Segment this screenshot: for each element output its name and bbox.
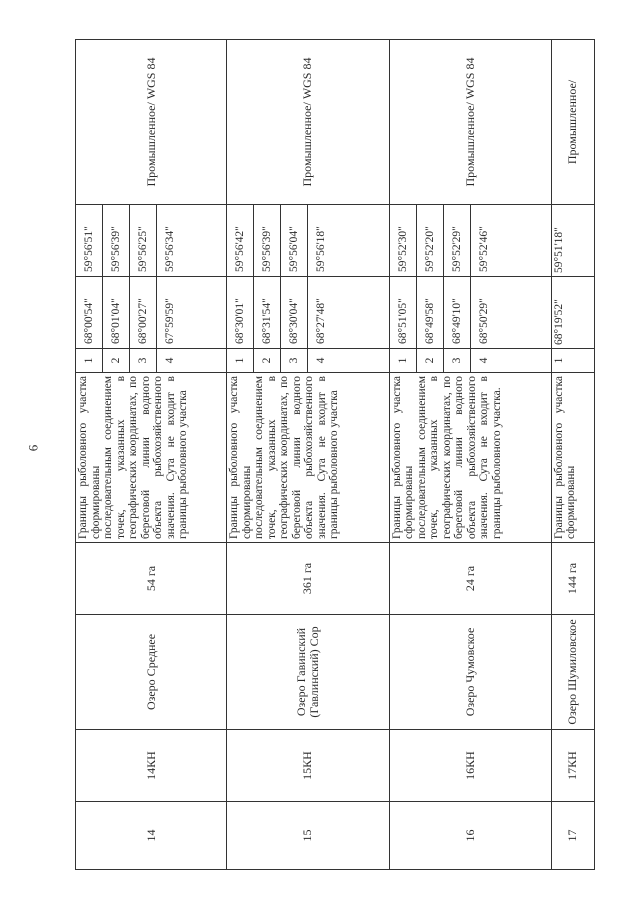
table-row (76, 40, 227, 870)
longitude: 68°30'04" (281, 277, 308, 348)
area-size: 54 га (76, 543, 227, 615)
table-row (389, 40, 551, 870)
boundary-description: Границы рыболовного участка сформированы последовательным соединением точек, указанных в географических координатах, по береговой линии водного объекта рыбохозяйственного значения. Сута не входит в границы рыболовного участка (227, 373, 389, 543)
usage-type: Промышленное/ (551, 40, 594, 205)
point-number: 1 (76, 349, 103, 372)
area-size: 24 га (389, 543, 551, 615)
longitudes (389, 277, 551, 349)
table-row (227, 40, 389, 870)
longitude: 68°50'29" (477, 298, 490, 344)
point-number: 2 (103, 349, 130, 372)
area-size: 361 га (227, 543, 389, 615)
row-number: 14 (76, 802, 227, 870)
area-code: 14КН (76, 730, 227, 802)
point-number: 2 (417, 349, 444, 372)
point-numbers (389, 349, 551, 373)
latitudes (389, 205, 551, 277)
fishing-areas-table (75, 39, 595, 870)
usage-type: Промышленное/ WGS 84 (389, 40, 551, 205)
latitude: 59°52'46" (477, 226, 490, 272)
area-code: 16КН (389, 730, 551, 802)
longitudes (76, 277, 227, 349)
point-numbers (227, 349, 389, 373)
longitude: 68°01'04" (103, 277, 130, 348)
longitude: 68°00'54" (76, 277, 103, 348)
longitude: 68°27'48" (315, 298, 328, 344)
point-number: 1 (551, 349, 594, 373)
point-number: 3 (444, 349, 471, 372)
water-body-name: Озеро Среднее (76, 615, 227, 730)
longitude: 67°59'59" (164, 298, 176, 344)
longitude: 68°30'01" (227, 277, 254, 348)
area-size: 144 га (551, 543, 594, 615)
latitude: 59°52'30" (390, 205, 417, 276)
latitude: 59°51'18" (551, 205, 594, 277)
point-number: 4 (315, 357, 328, 364)
rotated-table-container (75, 40, 595, 870)
longitude: 68°00'27" (130, 277, 157, 348)
latitude: 59°56'39" (254, 205, 281, 276)
latitude: 59°56'39" (103, 205, 130, 276)
area-code: 17КН (551, 730, 594, 802)
point-number: 4 (477, 357, 490, 364)
water-body-name: Озеро Чумовское (389, 615, 551, 730)
latitude: 59°56'25" (130, 205, 157, 276)
longitude: 68°49'10" (444, 277, 471, 348)
longitude: 68°49'58" (417, 277, 444, 348)
latitude: 59°56'42" (227, 205, 254, 276)
boundary-description: Границы рыболовного участка сформированы последовательным соединением точек, указанных в географических координатах, по береговой линии водного объекта рыбохозяйственного значения. Сута не входит в границы рыболовного участка. (389, 373, 551, 543)
point-numbers (76, 349, 227, 373)
water-body-name: Озеро Шумиловское (551, 615, 594, 730)
longitude: 68°31'54" (254, 277, 281, 348)
latitude: 59°56'18" (315, 226, 328, 272)
latitudes (227, 205, 389, 277)
point-number: 1 (390, 349, 417, 372)
row-number: 15 (227, 802, 389, 870)
boundary-description: Границы рыболовного участка сформированы (551, 373, 594, 543)
point-number: 1 (227, 349, 254, 372)
longitude: 68°51'05" (390, 277, 417, 348)
usage-type: Промышленное/ WGS 84 (76, 40, 227, 205)
latitude: 59°52'20" (417, 205, 444, 276)
longitudes (227, 277, 389, 349)
area-code: 15КН (227, 730, 389, 802)
longitude: 68°19'52" (551, 277, 594, 349)
point-number: 4 (164, 357, 176, 364)
latitude: 59°52'29" (444, 205, 471, 276)
row-number: 17 (551, 802, 594, 870)
latitude: 59°56'34" (164, 226, 176, 272)
table-body (76, 40, 595, 870)
point-number: 3 (281, 349, 308, 372)
latitude: 59°56'51" (76, 205, 103, 276)
page-number: 6 (25, 444, 41, 452)
latitude: 59°56'04" (281, 205, 308, 276)
usage-type: Промышленное/ WGS 84 (227, 40, 389, 205)
table-row (551, 40, 594, 870)
point-number: 2 (254, 349, 281, 372)
boundary-description: Границы рыболовного участка сформированы последовательным соединением точек, указанных в географических координатах, по береговой линии водного объекта рыбохозяйственного значения. Сута не входит в границы рыболовного участка (76, 373, 227, 543)
latitudes (76, 205, 227, 277)
water-body-name: Озеро Гавинский (Гавлинский) Сор (227, 615, 389, 730)
point-number: 3 (130, 349, 157, 372)
row-number: 16 (389, 802, 551, 870)
